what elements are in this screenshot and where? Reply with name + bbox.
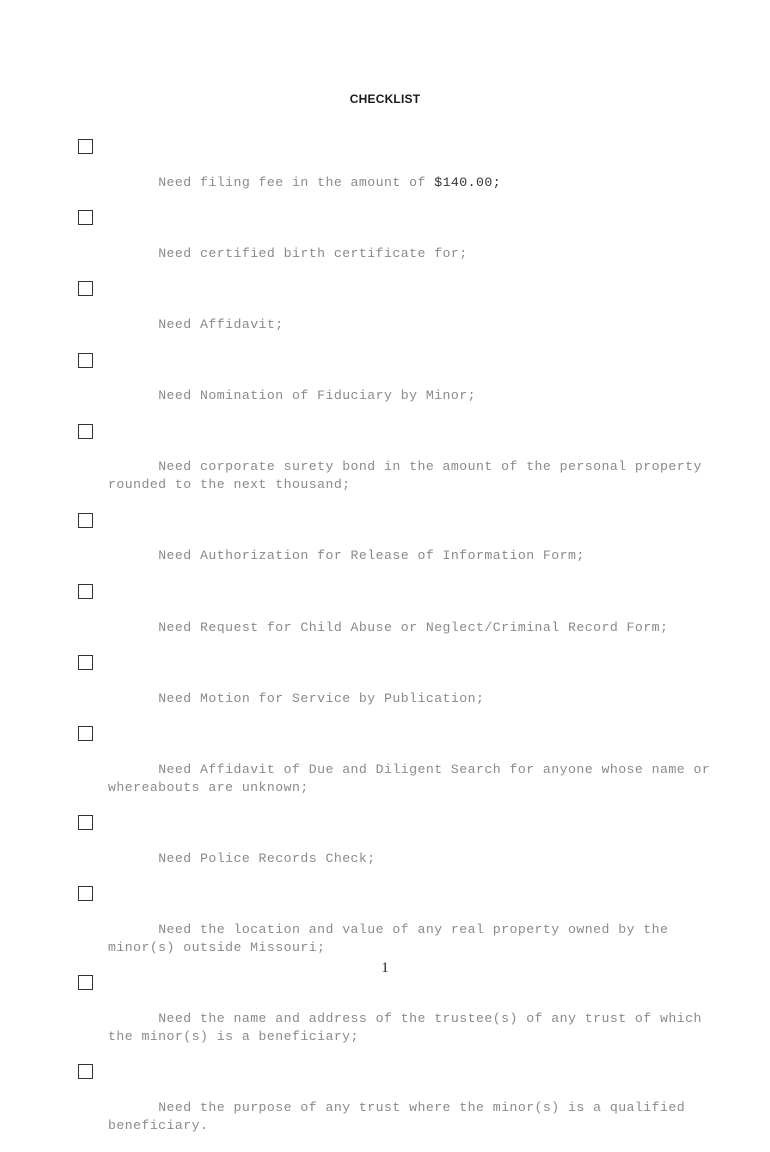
checklist-item-motion-service [78, 654, 738, 725]
checkbox[interactable] [78, 815, 93, 830]
checkbox[interactable] [78, 1064, 93, 1079]
checkbox[interactable] [78, 975, 93, 990]
checkbox[interactable] [78, 281, 93, 296]
page-title: CHECKLIST [349, 92, 421, 106]
checklist-item-text: Need Affidavit; [158, 316, 284, 332]
checklist-item-surety-bond [78, 423, 738, 512]
checklist-item-text: Need Police Records Check; [158, 850, 376, 866]
checkbox[interactable] [78, 726, 93, 741]
checklist-item-trust-purpose [78, 1063, 738, 1152]
checkbox[interactable] [78, 424, 93, 439]
checklist-item-birth-certificate [78, 209, 738, 280]
page-number: 1 [381, 960, 389, 976]
checklist-item-text: Need Nomination of Fiduciary by Minor; [158, 388, 477, 404]
checklist-item-text: Need the location and value of any real property owned by the minor(s) outside Missouri; [108, 922, 669, 955]
checkbox[interactable] [78, 655, 93, 670]
checklist-item-authorization [78, 512, 738, 583]
checklist-item-police-check [78, 814, 738, 885]
checklist-item-filing-fee [78, 138, 738, 209]
checklist-item-text: Need corporate surety bond in the amount of the personal property rounded to the next thousand; [108, 459, 702, 493]
checklist-item-text: Need Authorization for Release of Information Form; [158, 548, 585, 564]
checkbox[interactable] [78, 513, 93, 528]
checklist-item-affidavit [78, 280, 738, 351]
checklist-item-text: Need the name and address of the trustee(s) of any trust of which the minor(s) is a beneficiary; [108, 1011, 702, 1044]
checklist-item-diligent-search [78, 725, 738, 814]
checklist-item-nomination [78, 352, 738, 423]
checklist-item-text: Need the purpose of any trust where the minor(s) is a qualified beneficiary. [108, 1100, 686, 1133]
checkbox[interactable] [78, 139, 93, 154]
checklist-item-child-abuse-form [78, 583, 738, 654]
checklist [78, 138, 738, 1152]
checklist-item-text: Need filing fee in the amount of $140.00; [158, 174, 502, 190]
checklist-item-text: Need Affidavit of Due and Diligent Search for anyone whose name or whereabouts are unknown; [108, 761, 711, 795]
checklist-item-trustee [78, 974, 738, 1063]
filing-fee-amount: $140.00; [434, 174, 502, 190]
checklist-item-text: Need Motion for Service by Publication; [158, 690, 485, 706]
checkbox[interactable] [78, 353, 93, 368]
checkbox[interactable] [78, 584, 93, 599]
checklist-item-text: Need Request for Child Abuse or Neglect/Criminal Record Form; [158, 619, 669, 635]
checklist-item-text: Need certified birth certificate for; [158, 245, 468, 261]
checkbox[interactable] [78, 886, 93, 901]
checkbox[interactable] [78, 210, 93, 225]
